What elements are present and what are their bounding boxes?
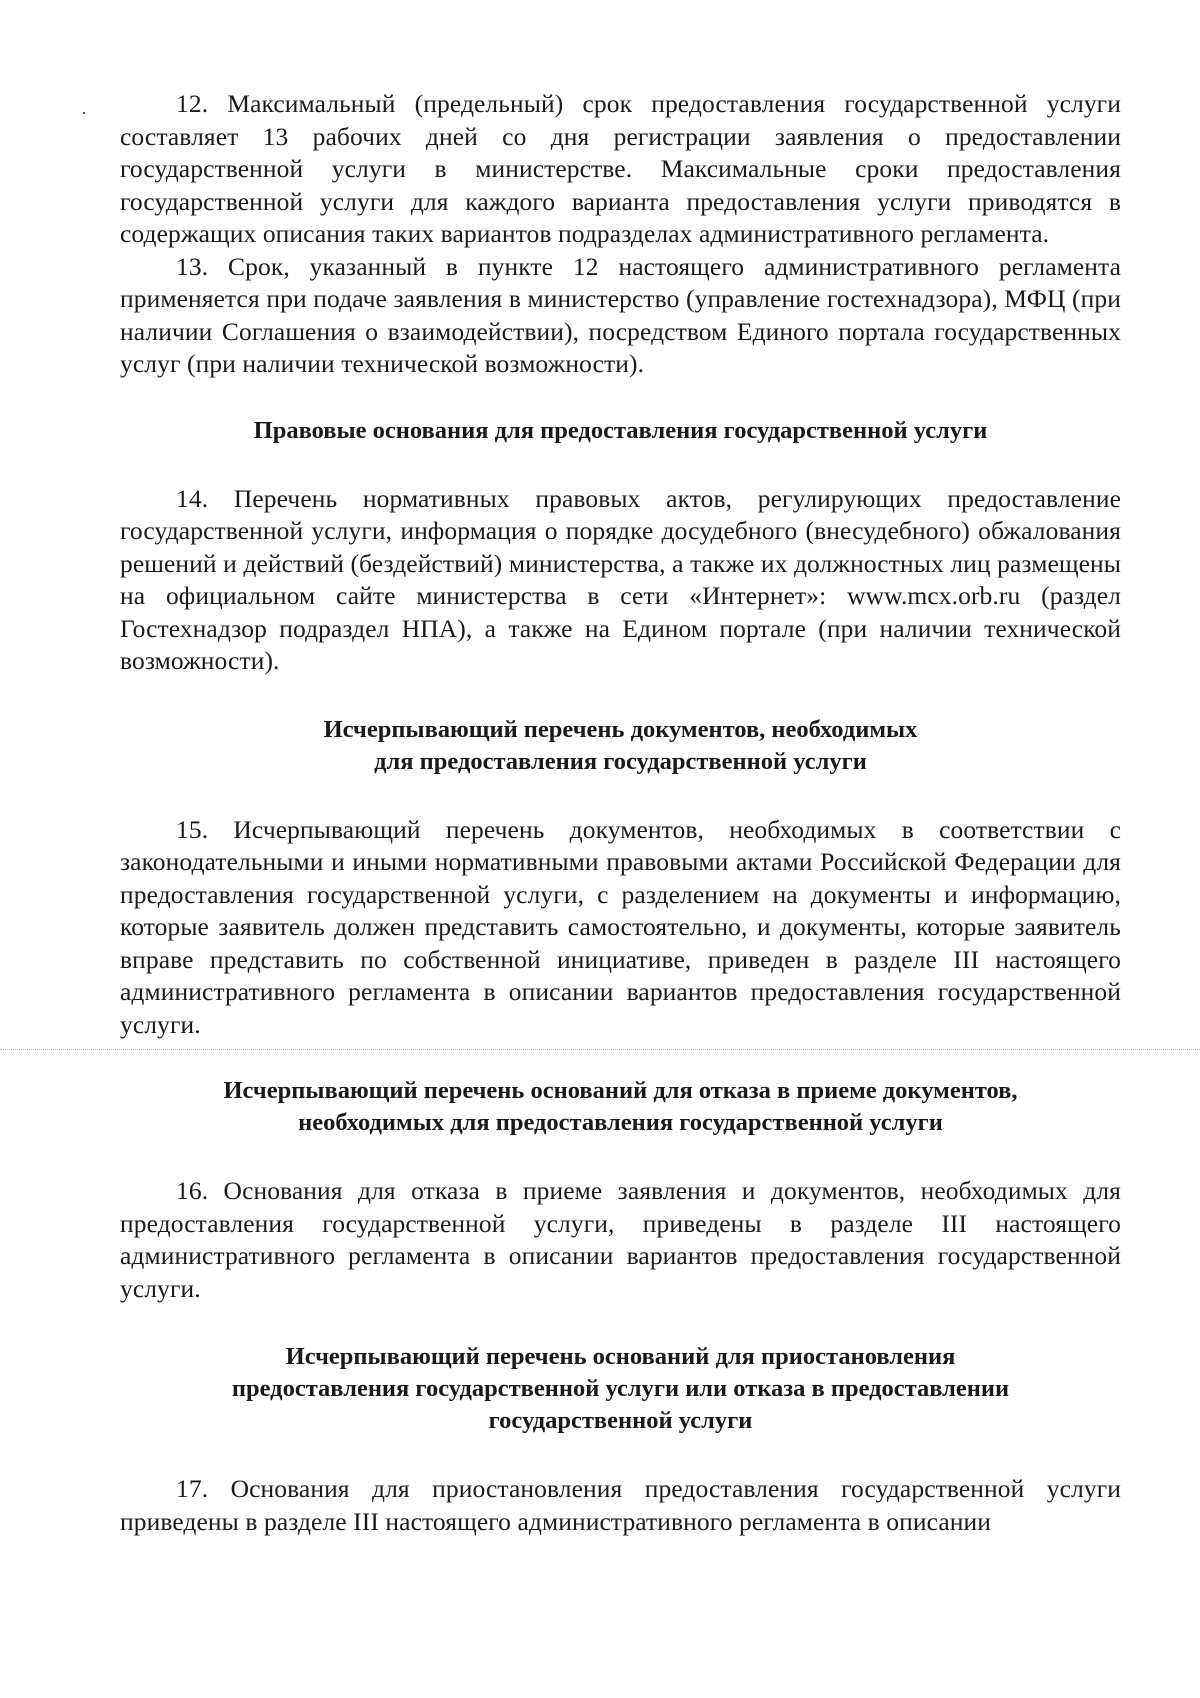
heading-refusal-line-2: необходимых для предоставления государственной услуги	[298, 1109, 943, 1136]
heading-refusal-grounds	[120, 1075, 1121, 1139]
heading-documents-line-1: Исчерпывающий перечень документов, необходимых	[323, 715, 918, 743]
heading-legal-grounds	[120, 415, 1121, 447]
paragraph-17: 17. Основания для приостановления предоставления государственной услуги приведены в разделе III настоящего административного регламента в описании	[120, 1474, 1121, 1536]
heading-documents-line-2: для предоставления государственной услуги	[374, 747, 867, 775]
heading-suspension-line-3: государственной услуги	[488, 1407, 753, 1434]
heading-refusal-line-1: Исчерпывающий перечень оснований для отказа в приеме документов,	[223, 1077, 1018, 1104]
paragraph-15: 15. Исчерпывающий перечень документов, необходимых в соответствии с законодательными и иными нормативными правовыми актами Российской Федерации для предоставления государственной услуги, с разделением на документы и информацию, которые заявитель должен представить самостоятельно, и документы, которые заявитель вправе представить по собственной инициативе, приведен в разделе III настоящего административного регламента в описании вариантов предоставления государственной услуги.	[120, 814, 1121, 1039]
document-page	[120, 88, 1121, 1538]
scan-speck	[83, 112, 85, 114]
heading-documents-list	[120, 714, 1121, 778]
heading-suspension-line-1: Исчерпывающий перечень оснований для приостановления	[285, 1343, 956, 1370]
heading-legal-grounds-line: Правовые основания для предоставления государственной услуги	[253, 416, 988, 444]
paragraph-12: 12. Максимальный (предельный) срок предоставления государственной услуги составляет 13 рабочих дней со дня регистрации заявления о предоставлении государственной услуги в министерстве. Максимальные сроки предоставления государственной услуги для каждого варианта предоставления услуги приводятся в содержащих описания таких вариантов подразделах административного регламента.	[120, 89, 1121, 248]
heading-suspension-grounds	[120, 1341, 1121, 1437]
paragraph-13: 13. Срок, указанный в пункте 12 настоящего административного регламента применяется при подаче заявления в министерство (управление гостехнадзора), МФЦ (при наличии Соглашения о взаимодействии), посредством Единого портала государственных услуг (при наличии технической возможности).	[120, 251, 1121, 378]
paragraph-14: 14. Перечень нормативных правовых актов, регулирующих предоставление государственной услуги, информация о порядке досудебного (внесудебного) обжалования решений и действий (бездействий) министерства, а также их должностных лиц размещены на официальном сайте министерства в сети «Интернет»: www.mcx.orb.ru (раздел Гостехнадзор подраздел НПА), а также на Едином портале (при наличии технической возможности).	[120, 483, 1121, 675]
paragraph-16: 16. Основания для отказа в приеме заявления и документов, необходимых для предоставления государственной услуги, приведены в разделе III настоящего административного регламента в описании вариантов предоставления государственной услуги.	[120, 1176, 1121, 1303]
heading-suspension-line-2: предоставления государственной услуги или отказа в предоставлении	[231, 1375, 1010, 1402]
